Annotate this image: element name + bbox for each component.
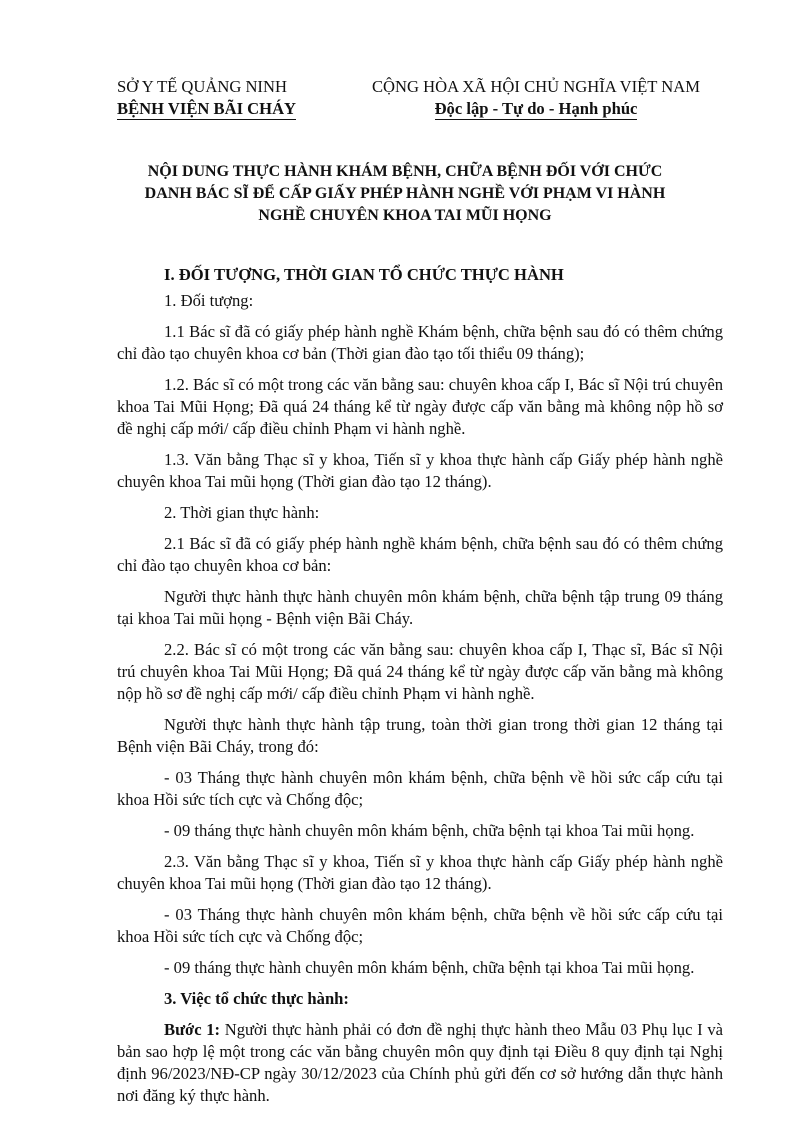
header-left: [117, 76, 296, 120]
title-line-1: NỘI DUNG THỰC HÀNH KHÁM BỆNH, CHỮA BỆNH ĐỐI VỚI CHỨC: [147, 163, 663, 180]
title-line-3: NGHỀ CHUYÊN KHOA TAI MŨI HỌNG: [258, 207, 552, 224]
paragraph: 1. Đối tượng:: [164, 291, 254, 310]
department-name: SỞ Y TẾ QUẢNG NINH: [117, 77, 287, 96]
paragraph: - 03 Tháng thực hành chuyên môn khám bệnh, chữa bệnh về hồi sức cấp cứu tại khoa Hồi sức tích cực và Chống độc;: [117, 905, 723, 946]
step-text: Người thực hành phải có đơn đề nghị thực hành theo Mẫu 03 Phụ lục I và bản sao hợp lệ một trong các văn bằng chuyên môn quy định tại Điều 8 quy định tại Nghị định 96/2023/NĐ-CP ngày 30/12/2023 của Chính phủ gửi đến cơ sở hướng dẫn thực hành nơi đăng ký thực hành.: [117, 1020, 723, 1105]
paragraph: 2.3. Văn bằng Thạc sĩ y khoa, Tiến sĩ y khoa thực hành cấp Giấy phép hành nghề chuyên khoa Tai mũi họng (Thời gian đào tạo 12 tháng).: [117, 852, 723, 893]
hospital-name: BỆNH VIỆN BÃI CHÁY: [117, 99, 297, 118]
paragraph: 1.2. Bác sĩ có một trong các văn bằng sau: chuyên khoa cấp I, Bác sĩ Nội trú chuyên khoa Tai Mũi Họng; Đã quá 24 tháng kể từ ngày được cấp văn bằng mà không nộp hồ sơ đề nghị cấp mới/ cấp điều chỉnh Phạm vi hành nghề.: [117, 375, 723, 438]
header-right: [361, 76, 711, 120]
paragraph: 2. Thời gian thực hành:: [164, 503, 320, 522]
document-body: [117, 263, 723, 1116]
paragraph: - 09 tháng thực hành chuyên môn khám bệnh, chữa bệnh tại khoa Tai mũi họng.: [164, 958, 695, 977]
step-label: Bước 1:: [164, 1020, 221, 1039]
paragraph-step-1: [117, 1019, 723, 1107]
section-heading: I. ĐỐI TƯỢNG, THỜI GIAN TỔ CHỨC THỰC HÀNH: [164, 265, 564, 284]
national-motto: Độc lập - Tự do - Hạnh phúc: [434, 99, 638, 118]
title-line-2: DANH BÁC SĨ ĐỂ CẤP GIẤY PHÉP HÀNH NGHỀ VỚI PHẠM VI HÀNH: [144, 185, 666, 202]
paragraph: Người thực hành thực hành tập trung, toàn thời gian trong thời gian 12 tháng tại Bệnh viện Bãi Cháy, trong đó:: [117, 715, 723, 756]
national-title: CỘNG HÒA XÃ HỘI CHỦ NGHĨA VIỆT NAM: [371, 77, 701, 96]
paragraph: 1.3. Văn bằng Thạc sĩ y khoa, Tiến sĩ y khoa thực hành cấp Giấy phép hành nghề chuyên khoa Tai mũi họng (Thời gian đào tạo 12 tháng).: [117, 450, 723, 491]
document-title: [110, 161, 700, 227]
paragraph: 2.2. Bác sĩ có một trong các văn bằng sau: chuyên khoa cấp I, Thạc sĩ, Bác sĩ Nội trú chuyên khoa Tai Mũi Họng; Đã quá 24 tháng kể từ ngày được cấp văn bằng mà không nộp hồ sơ đề nghị cấp mới/ cấp điều chỉnh Phạm vi hành nghề.: [117, 640, 723, 703]
paragraph: - 03 Tháng thực hành chuyên môn khám bệnh, chữa bệnh về hồi sức cấp cứu tại khoa Hồi sức tích cực và Chống độc;: [117, 768, 723, 809]
paragraph: 2.1 Bác sĩ đã có giấy phép hành nghề khám bệnh, chữa bệnh sau đó có thêm chứng chỉ đào tạo chuyên khoa cơ bản:: [117, 534, 723, 575]
subsection-heading: 3. Việc tổ chức thực hành:: [164, 989, 349, 1008]
paragraph: Người thực hành thực hành chuyên môn khám bệnh, chữa bệnh tập trung 09 tháng tại khoa Tai mũi họng - Bệnh viện Bãi Cháy.: [117, 587, 723, 628]
paragraph: - 09 tháng thực hành chuyên môn khám bệnh, chữa bệnh tại khoa Tai mũi họng.: [164, 821, 695, 840]
paragraph: 1.1 Bác sĩ đã có giấy phép hành nghề Khám bệnh, chữa bệnh sau đó có thêm chứng chỉ đào tạo chuyên khoa cơ bản (Thời gian đào tạo tối thiểu 09 tháng);: [117, 322, 723, 363]
